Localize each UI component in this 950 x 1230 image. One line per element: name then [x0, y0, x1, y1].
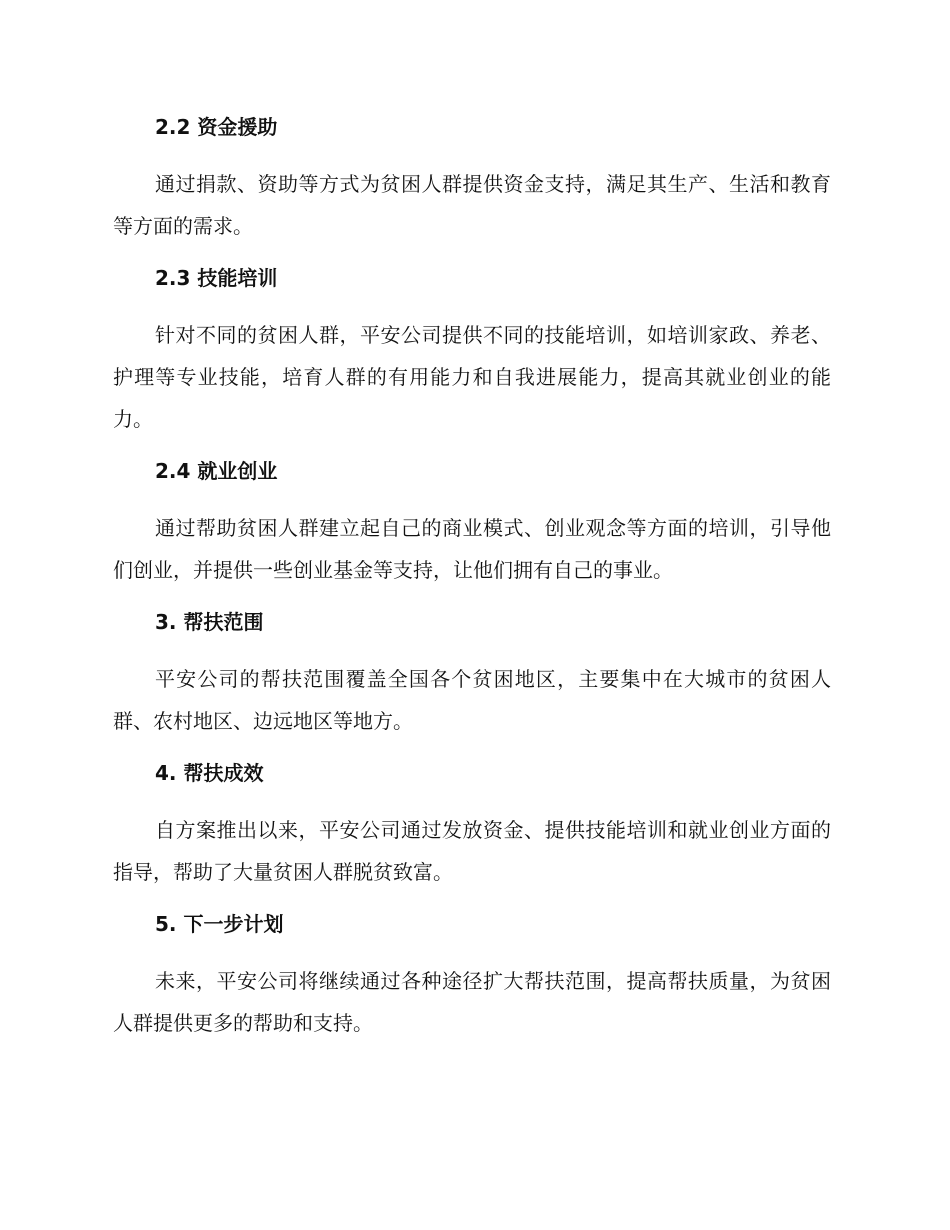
- section-paragraph-support-results: 自方案推出以来，平安公司通过发放资金、提供技能培训和就业创业方面的指导，帮助了大量贫困人群脱贫致富。: [113, 818, 831, 884]
- section-heading-support-scope: 3. 帮扶范围: [155, 610, 264, 634]
- section-paragraph-support-scope: 平安公司的帮扶范围覆盖全国各个贫困地区，主要集中在大城市的贫困人群、农村地区、边远地区等地方。: [113, 667, 831, 733]
- section-paragraph-employment: 通过帮助贫困人群建立起自己的商业模式、创业观念等方面的培训，引导他们创业，并提供一些创业基金等支持，让他们拥有自己的事业。: [113, 516, 831, 582]
- section-heading-employment: 2.4 就业创业: [155, 459, 278, 483]
- section-heading-next-steps: 5. 下一步计划: [155, 912, 284, 936]
- section-heading-funding-aid: 2.2 资金援助: [155, 115, 278, 139]
- section-paragraph-skills-training: 针对不同的贫困人群，平安公司提供不同的技能培训，如培训家政、养老、护理等专业技能，培育人群的有用能力和自我进展能力，提高其就业创业的能力。: [113, 323, 831, 431]
- section-paragraph-next-steps: 未来，平安公司将继续通过各种途径扩大帮扶范围，提高帮扶质量，为贫困人群提供更多的帮助和支持。: [113, 969, 831, 1035]
- section-paragraph-funding-aid: 通过捐款、资助等方式为贫困人群提供资金支持，满足其生产、生活和教育等方面的需求。: [113, 172, 831, 238]
- document-body: [113, 108, 831, 1044]
- section-heading-skills-training: 2.3 技能培训: [155, 266, 278, 290]
- section-heading-support-results: 4. 帮扶成效: [155, 761, 264, 785]
